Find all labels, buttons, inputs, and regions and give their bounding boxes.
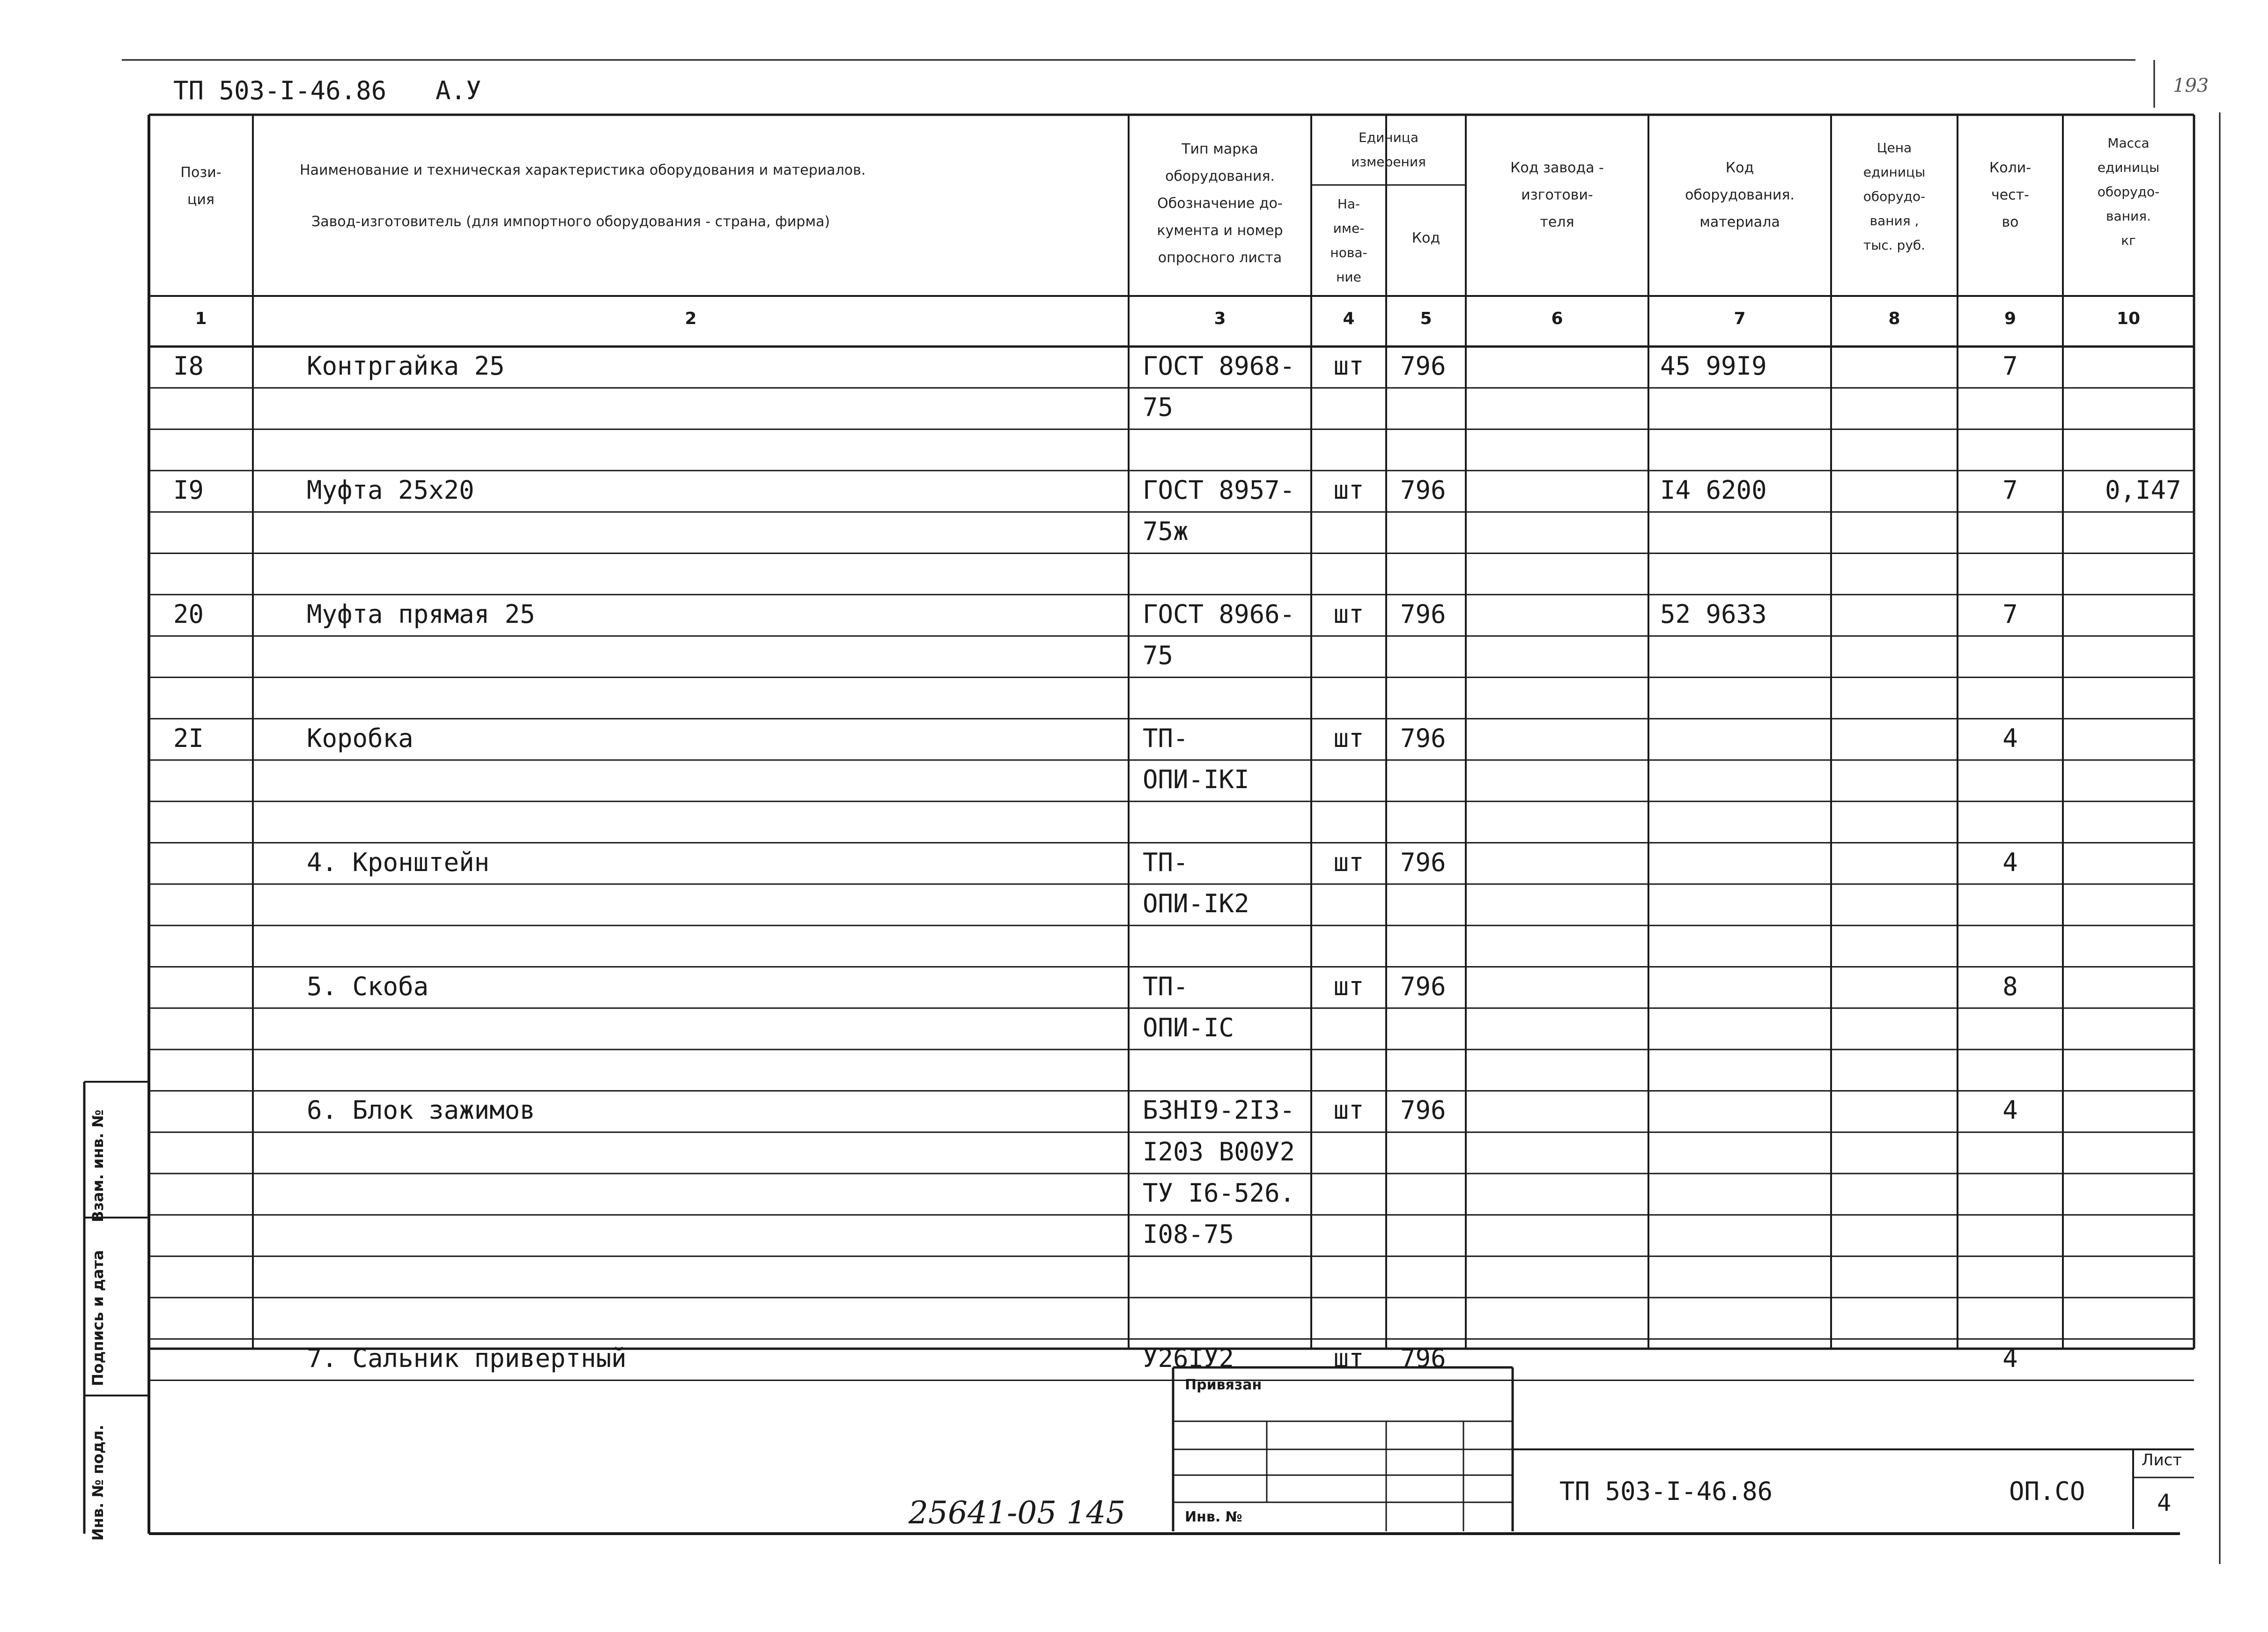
row-quantity: 8 <box>2002 971 2018 1001</box>
sheet-number: 4 <box>2157 1489 2172 1516</box>
column-number: 4 <box>1343 309 1355 328</box>
header-equipment-code: оборудования. <box>1685 187 1795 203</box>
row-unit-code: 796 <box>1400 351 1446 381</box>
row-quantity: 4 <box>2002 723 2018 753</box>
row-unit: шт <box>1333 971 1364 1001</box>
header-price: Цена <box>1876 140 1912 155</box>
privyazan-label: Привязан <box>1185 1377 1262 1393</box>
row-type: ТУ I6-526. <box>1143 1178 1295 1208</box>
row-unit: шт <box>1333 1095 1364 1125</box>
column-number: 1 <box>195 309 207 328</box>
inv-no-label: Инв. № <box>1185 1509 1242 1525</box>
header-price: тыс. руб. <box>1863 237 1926 253</box>
column-number: 3 <box>1214 309 1226 328</box>
row-position: 20 <box>173 599 204 629</box>
header-unit-name: ние <box>1336 269 1361 285</box>
column-number: 10 <box>2116 309 2141 328</box>
header-quantity: чест- <box>1991 187 2029 203</box>
row-type: ТП- <box>1143 971 1189 1001</box>
header-unit-group: измерения <box>1351 154 1426 170</box>
row-type: У26IУ2 <box>1143 1344 1234 1374</box>
row-unit-code: 796 <box>1400 723 1446 753</box>
row-type: ОПИ-IКI <box>1143 765 1249 794</box>
row-type: ТП- <box>1143 723 1189 753</box>
header-manufacturer: Завод-изготовитель (для импортного оборудования - страна, фирма) <box>311 214 830 230</box>
header-unit-name: нова- <box>1330 245 1367 260</box>
row-quantity: 7 <box>2002 475 2018 505</box>
row-unit-code: 796 <box>1400 847 1446 877</box>
row-name: Контргайка 25 <box>307 351 505 381</box>
doc-code: ТП 503-I-46.86 <box>173 76 387 105</box>
row-name: 6. Блок зажимов <box>307 1095 535 1125</box>
row-type: ОПИ-IК2 <box>1143 888 1249 918</box>
column-number: 5 <box>1420 309 1432 328</box>
row-unit: шт <box>1333 847 1364 877</box>
row-quantity: 4 <box>2002 1095 2018 1125</box>
column-number: 2 <box>685 309 697 328</box>
row-type: ОПИ-IС <box>1143 1012 1234 1042</box>
column-number: 8 <box>1888 309 1900 328</box>
row-name: 4. Кронштейн <box>307 847 490 877</box>
corner-mark: 193 <box>2173 75 2209 96</box>
row-unit-code: 796 <box>1400 599 1446 629</box>
row-type: 75 <box>1143 392 1174 422</box>
header-mass: кг <box>2121 233 2136 248</box>
row-unit: шт <box>1333 1344 1364 1374</box>
row-mass: 0,I47 <box>2105 475 2181 505</box>
column-number: 7 <box>1734 309 1746 328</box>
side-label-inv: Инв. № подл. <box>89 1425 107 1541</box>
header-mass: вания. <box>2106 208 2151 224</box>
row-type: ГОСТ 8957- <box>1143 475 1295 505</box>
header-unit-code: Код <box>1411 230 1441 246</box>
header-price: оборудо- <box>1863 189 1926 204</box>
header-equipment-code: Код <box>1725 160 1754 176</box>
row-unit: шт <box>1333 599 1364 629</box>
header-type: Обозначение до- <box>1157 195 1283 212</box>
header-price: единицы <box>1863 164 1926 180</box>
handwritten-number: 25641-05 145 <box>909 1495 1126 1531</box>
row-quantity: 4 <box>2002 847 2018 877</box>
header-mass: оборудо- <box>2097 184 2160 199</box>
row-position: I8 <box>173 351 204 381</box>
row-unit: шт <box>1333 475 1364 505</box>
row-type: БЗНI9-2I3- <box>1143 1095 1295 1125</box>
row-unit: шт <box>1333 723 1364 753</box>
row-type: ГОСТ 8968- <box>1143 351 1295 381</box>
header-position: ция <box>187 192 214 208</box>
side-label-replace: Взам. инв. № <box>89 1109 107 1222</box>
header-unit-group: Единица <box>1359 130 1418 145</box>
row-quantity: 4 <box>2002 1344 2018 1374</box>
header-type: опросного листа <box>1158 250 1282 266</box>
row-type: I08-75 <box>1143 1219 1234 1249</box>
row-type: ТП- <box>1143 847 1189 877</box>
row-name: Муфта 25х20 <box>307 475 474 505</box>
header-mass: Масса <box>2107 135 2150 151</box>
header-unit-name: На- <box>1337 196 1360 212</box>
header-factory-code: Код завода - <box>1510 160 1604 176</box>
column-number: 6 <box>1551 309 1563 328</box>
header-type: кумента и номер <box>1157 222 1283 239</box>
header-equipment-code: материала <box>1699 214 1780 230</box>
header-price: вания , <box>1869 213 1919 229</box>
side-label-signature: Подпись и дата <box>89 1250 107 1386</box>
row-unit-code: 796 <box>1400 475 1446 505</box>
album-code: А.У <box>436 76 481 105</box>
column-number: 9 <box>2004 309 2017 328</box>
header-type: Тип марка <box>1182 141 1258 157</box>
row-quantity: 7 <box>2002 351 2018 381</box>
row-quantity: 7 <box>2002 599 2018 629</box>
row-unit-code: 796 <box>1400 971 1446 1001</box>
row-equipment-code: 52 9633 <box>1660 599 1767 629</box>
row-name: Муфта прямая 25 <box>307 599 535 629</box>
row-type: 75ж <box>1143 517 1189 546</box>
header-quantity: во <box>2002 214 2019 230</box>
header-mass: единицы <box>2097 160 2160 175</box>
header-factory-code: изготови- <box>1521 187 1593 203</box>
header-quantity: Коли- <box>1989 160 2032 176</box>
header-name: Наименование и техническая характеристика оборудования и материалов. <box>300 162 866 178</box>
row-name: 5. Скоба <box>307 971 429 1001</box>
row-name: 7. Сальник привертный <box>307 1344 627 1374</box>
title-designation: ТП 503-I-46.86 <box>1559 1477 1773 1506</box>
row-position: 2I <box>173 723 204 753</box>
header-factory-code: теля <box>1540 214 1574 230</box>
title-sheet-code: ОП.СО <box>2009 1477 2085 1506</box>
row-type: ГОСТ 8966- <box>1143 599 1295 629</box>
row-unit: шт <box>1333 351 1364 381</box>
row-equipment-code: 45 99I9 <box>1660 351 1767 381</box>
row-unit-code: 796 <box>1400 1095 1446 1125</box>
header-type: оборудования. <box>1165 168 1275 185</box>
row-unit-code: 796 <box>1400 1344 1446 1374</box>
header-position: Пози- <box>180 164 222 181</box>
row-equipment-code: I4 6200 <box>1660 475 1767 505</box>
sheet-label: Лист <box>2142 1451 2182 1470</box>
row-position: I9 <box>173 475 204 505</box>
row-type: 75 <box>1143 641 1174 671</box>
row-type: I203 В00У2 <box>1143 1137 1295 1167</box>
row-name: Коробка <box>307 723 414 753</box>
header-unit-name: име- <box>1333 221 1365 236</box>
